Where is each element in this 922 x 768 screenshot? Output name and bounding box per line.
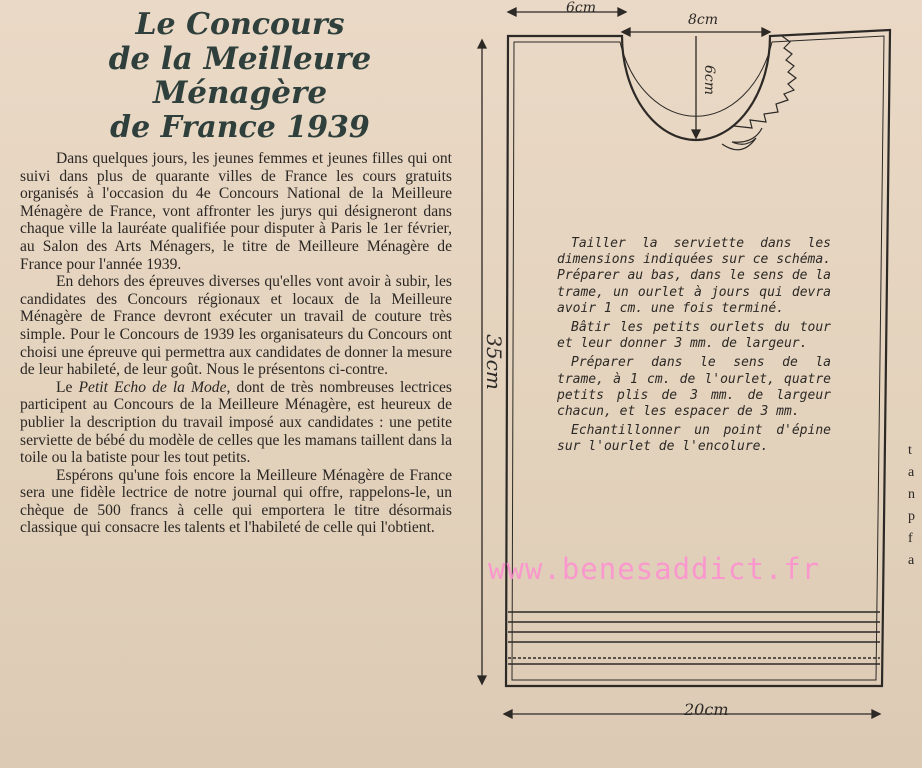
article-paragraph-1: Dans quelques jours, les jeunes femmes et jeunes filles qui ont suivi dans plus de quarante villes de France les cours gratuits organisés à l'occasion du 4e Concours National de la Meilleure Ménagère de France, vont affronter les jurys qui désigneront dans chaque ville la lauréate qualifiée pour disputer à Paris le 1er février, au Salon des Arts Ménagers, le titre de Meilleure Ménagère de France pour l'année 1939.: [20, 150, 452, 273]
instruction-2: Bâtir les petits ourlets du tour et leur donner 3 mm. de largeur.: [557, 320, 831, 352]
sewing-instructions: [557, 236, 831, 459]
article-p3-end: , dont de très nombreuses lectrices participent au Concours de la Meilleure Ménagère, est heureux de publier la description du travail imposé aux candidates : une petite serviette de bébé du modèle de celles que les mamans taillent dans la toile ou la batiste pour les tout petits.: [20, 378, 452, 467]
instruction-3: Préparer dans le sens de la trame, à 1 cm. de l'ourlet, quatre petits plis de 3 mm. de largeur chacun, et les espacer de 3 mm.: [557, 355, 831, 420]
dimension-width: 20cm: [684, 700, 729, 719]
journal-name: Petit Echo de la Mode: [78, 378, 227, 396]
article-paragraph-4: Espérons qu'une fois encore la Meilleure Ménagère de France sera une fidèle lectrice de notre journal qui offre, rappelons-le, un chèque de 500 francs à celle qui emportera le titre désormais classique qui consacre les talents et l'habileté de celle qui l'obtient.: [20, 466, 452, 537]
dimension-neck-depth: 6cm: [701, 64, 718, 96]
instruction-4: Echantillonner un point d'épine sur l'ourlet de l'encolure.: [557, 423, 831, 455]
edge-char: a: [908, 553, 915, 568]
neck-width-arrow: [622, 28, 770, 36]
dimension-neck-width: 8cm: [688, 12, 719, 28]
title-line-1: Le Concours: [135, 7, 345, 42]
cropped-column-text: [908, 440, 922, 572]
tucks: [508, 612, 880, 664]
article-paragraph-3: [20, 379, 452, 467]
neck-depth-arrow: [692, 36, 700, 138]
title-line-3: de France 1939: [110, 110, 370, 146]
article-body: [20, 150, 452, 537]
edge-char: f: [908, 531, 913, 546]
article-p3-start: Le: [56, 378, 79, 396]
edge-char: a: [908, 465, 915, 480]
edge-char: t: [908, 443, 912, 458]
instruction-1: Tailler la serviette dans les dimensions indiquées sur ce schéma. Préparer au bas, dans le sens de la trame, un ourlet à jours qui devra avoir 1 cm. une fois terminé.: [557, 236, 831, 316]
title-line-2: de la Meilleure Ménagère: [108, 40, 372, 112]
page-title: [20, 8, 460, 145]
article-paragraph-2: En dehors des épreuves diverses qu'elles vont avoir à subir, les candidates des Concours régionaux et locaux de la Meilleure Ménagère de France devront exécuter un travail de couture très simple. Pour le Concours de 1939 les organisateurs du Concours ont choisi une épreuve qui permettra aux candidates de donner la mesure de leur habileté, de leur goût. Nous le présentons ci-contre.: [20, 273, 452, 379]
dimension-height: 35cm: [481, 334, 506, 390]
watermark: www.benesaddict.fr: [488, 552, 821, 586]
edge-char: n: [908, 487, 915, 502]
dimension-top-width: 6cm: [566, 0, 597, 16]
edge-char: p: [908, 509, 915, 524]
